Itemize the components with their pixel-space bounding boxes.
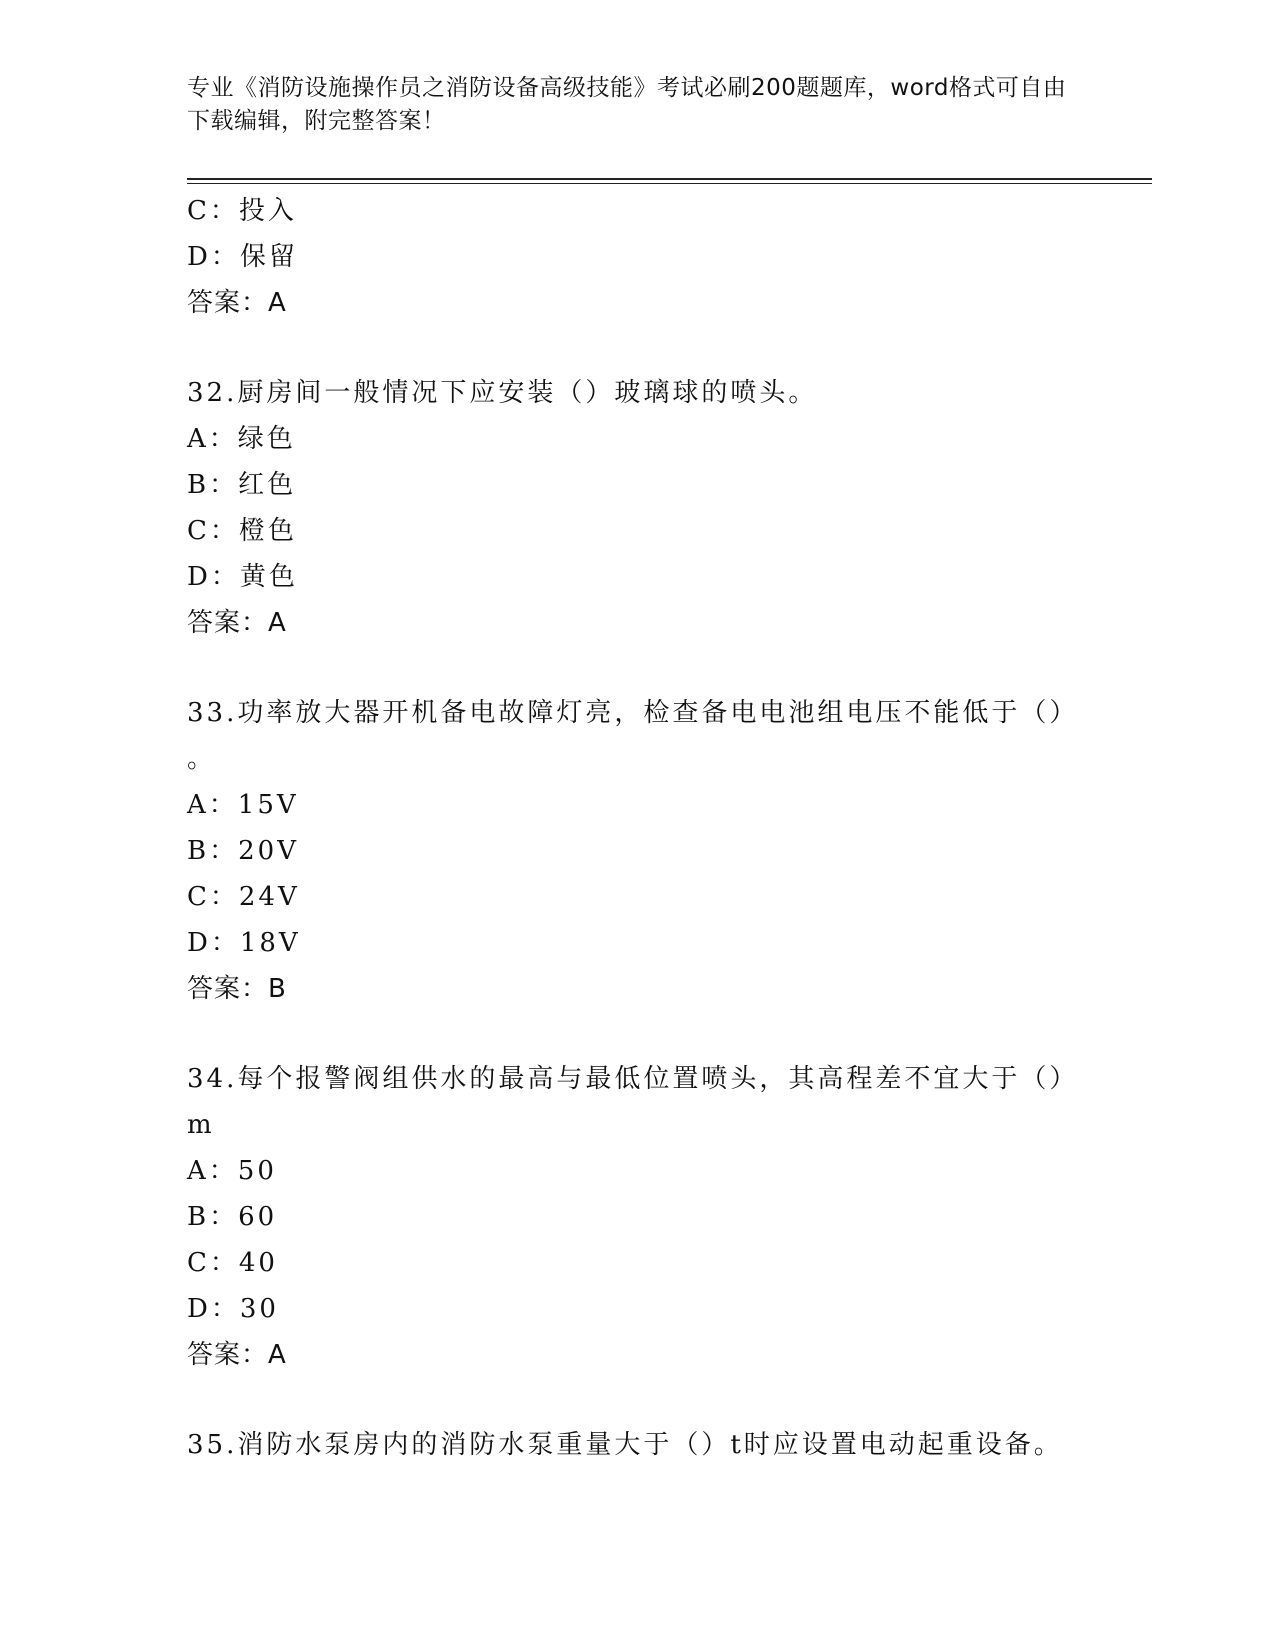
answer-line: 答案：A	[187, 1340, 287, 1370]
spacer	[187, 1378, 1067, 1422]
option-c: C：投入	[187, 196, 297, 226]
option-d: D：30	[187, 1294, 279, 1324]
question-text: 35.消防水泵房内的消防水泵重量大于（）t时应设置电动起重设备。	[187, 1430, 1063, 1460]
option-c: C：24V	[187, 882, 300, 912]
spacer	[187, 1012, 1067, 1056]
answer-line: 答案：A	[187, 608, 287, 638]
spacer	[187, 646, 1067, 690]
option-a: A：50	[187, 1156, 277, 1186]
question-text: 32.厨房间一般情况下应安装（）玻璃球的喷头。	[187, 378, 818, 408]
question-text: 34.每个报警阀组供水的最高与最低位置喷头，其高程差不宜大于（）	[187, 1064, 1079, 1094]
option-a: A：绿色	[187, 424, 296, 454]
header-divider-thick	[187, 178, 1152, 180]
option-d: D：保留	[187, 242, 298, 272]
option-a: A：15V	[187, 790, 299, 820]
option-c: C：40	[187, 1248, 278, 1278]
option-b: B：红色	[187, 470, 297, 500]
spacer	[187, 326, 1067, 370]
question-list	[187, 188, 1079, 1468]
question-text: 33.功率放大器开机备电故障灯亮，检查备电电池组电压不能低于（）	[187, 698, 1079, 728]
option-d: D：18V	[187, 928, 301, 958]
option-c: C：橙色	[187, 516, 297, 546]
answer-line: 答案：B	[187, 974, 287, 1004]
question-text-continuation: 。	[187, 744, 217, 774]
question-text-continuation: m	[187, 1110, 215, 1140]
document-title: 专业《消防设施操作员之消防设备高级技能》考试必刷200题题库，word格式可自由下载编辑，附完整答案！	[187, 75, 1067, 134]
answer-line: 答案：A	[187, 288, 287, 318]
option-b: B：20V	[187, 836, 299, 866]
header-divider-thin	[187, 183, 1152, 184]
document-header	[187, 72, 1067, 138]
option-d: D：黄色	[187, 562, 298, 592]
option-b: B：60	[187, 1202, 278, 1232]
